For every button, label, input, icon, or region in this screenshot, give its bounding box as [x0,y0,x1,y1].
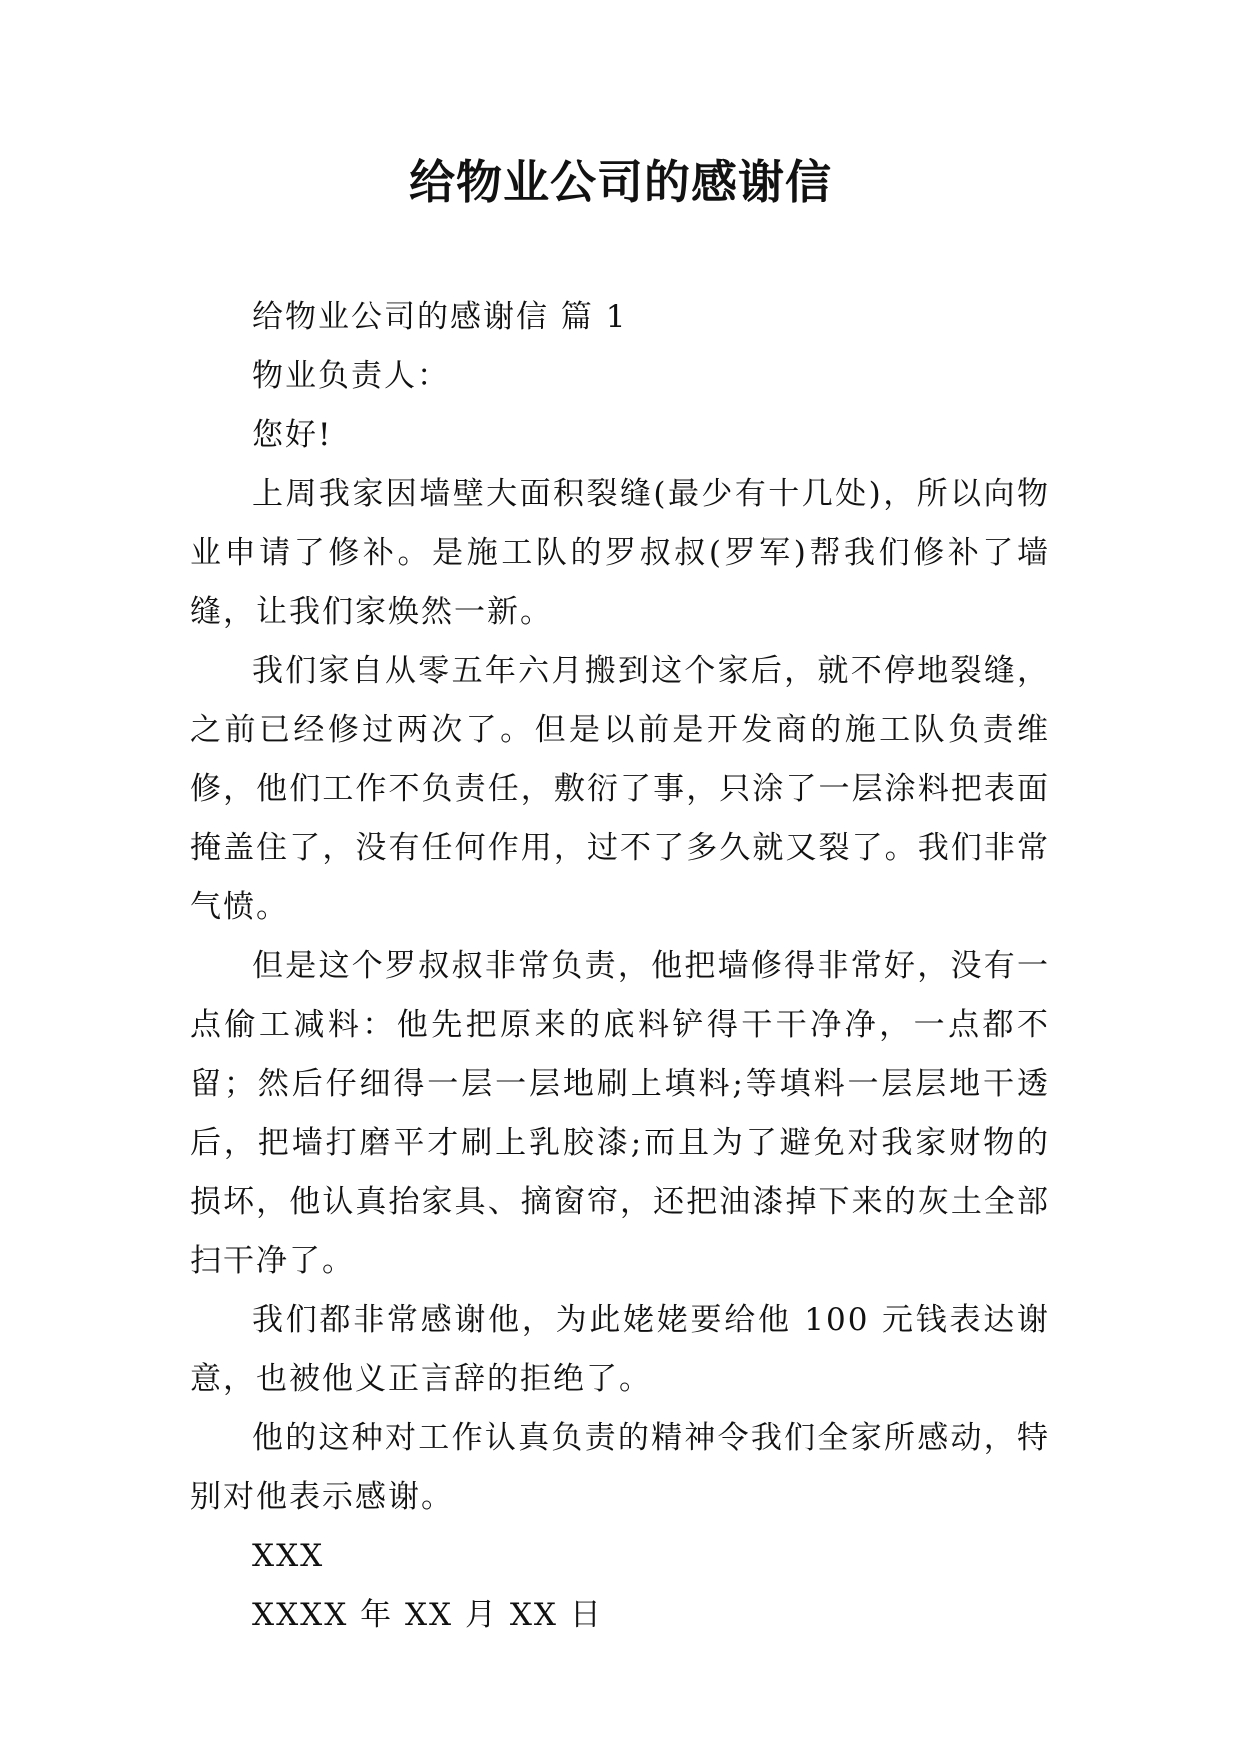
body-paragraph: 上周我家因墙壁大面积裂缝(最少有十几处)，所以向物业申请了修补。是施工队的罗叔叔(罗军)帮我们修补了墙缝，让我们家焕然一新。 [190,476,1050,630]
document-title: 给物业公司的感谢信 [409,155,832,209]
body-paragraph: 但是这个罗叔叔非常负责，他把墙修得非常好，没有一点偷工减料：他先把原来的底料铲得干干净净，一点都不留；然后仔细得一层一层地刷上填料;等填料一层层地干透后，把墙打磨平才刷上乳胶漆;而且为了避免对我家财物的损坏，他认真抬家具、摘窗帘，还把油漆掉下来的灰土全部扫干净了。 [190,948,1050,1279]
salutation: 物业负责人： [252,358,450,394]
signature: XXX [252,1538,325,1574]
body-paragraph: 他的这种对工作认真负责的精神令我们全家所感动，特别对他表示感谢。 [190,1420,1050,1515]
greeting: 您好! [252,417,333,453]
signature-date: XXXX 年 XX 月 XX 日 [252,1597,603,1633]
section-heading: 给物业公司的感谢信 篇 1 [252,299,628,335]
body-paragraph: 我们家自从零五年六月搬到这个家后，就不停地裂缝，之前已经修过两次了。但是以前是开发商的施工队负责维修，他们工作不负责任，敷衍了事，只涂了一层涂料把表面掩盖住了，没有任何作用，过不了多久就又裂了。我们非常气愤。 [190,653,1050,925]
document-body [190,288,1050,1645]
body-paragraph: 我们都非常感谢他，为此姥姥要给他 100 元钱表达谢意，也被他义正言辞的拒绝了。 [190,1302,1050,1397]
